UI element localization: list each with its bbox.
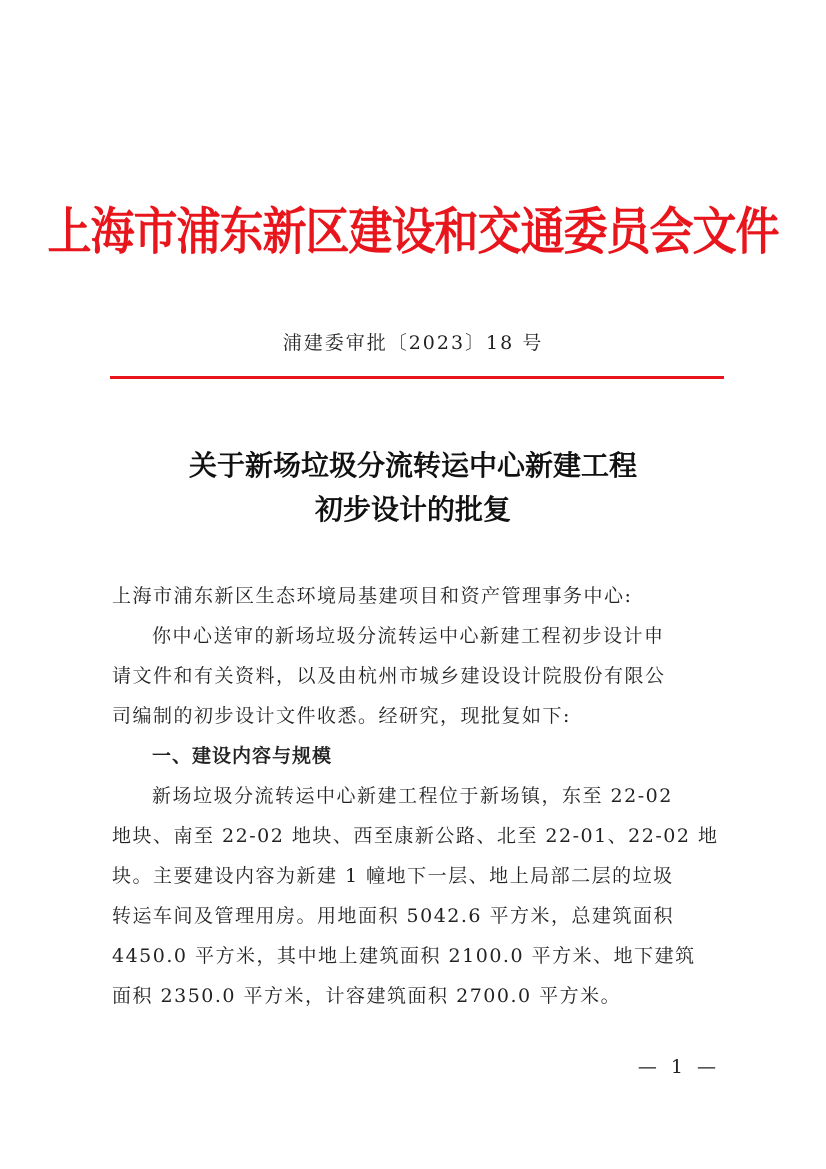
document-title-line-1: 关于新场垃圾分流转运中心新建工程 <box>188 449 637 482</box>
section-1-line-1: 新场垃圾分流转运中心新建工程位于新场镇，东至 22-02 <box>152 785 673 807</box>
document-title-line-2: 初步设计的批复 <box>314 493 511 526</box>
document-header-title: 上海市浦东新区建设和交通委员会文件 <box>47 202 779 262</box>
document-number: 浦建委审批〔2023〕18 号 <box>282 332 544 354</box>
red-divider-line <box>110 376 724 379</box>
section-1-line-5: 4450.0 平方米，其中地上建筑面积 2100.0 平方米、地下建筑 <box>112 945 696 967</box>
addressee: 上海市浦东新区生态环境局基建项目和资产管理事务中心: <box>112 585 633 607</box>
section-1-line-4: 转运车间及管理用房。用地面积 5042.6 平方米，总建筑面积 <box>112 905 675 927</box>
section-1-line-6: 面积 2350.0 平方米，计容建筑面积 2700.0 平方米。 <box>112 985 622 1007</box>
section-1-line-2: 地块、南至 22-02 地块、西至康新公路、北至 22-01、22-02 地 <box>112 825 719 847</box>
document-title <box>0 444 826 532</box>
document-body <box>112 576 724 1016</box>
section-1-line-3: 块。主要建设内容为新建 1 幢地下一层、地上局部二层的垃圾 <box>112 865 674 887</box>
paragraph-1-line-3: 司编制的初步设计文件收悉。经研究，现批复如下: <box>112 705 571 727</box>
section-1-heading: 一、建设内容与规模 <box>152 745 333 767</box>
paragraph-1-line-2: 请文件和有关资料，以及由杭州市城乡建设设计院股份有限公 <box>112 665 666 687</box>
paragraph-1-line-1: 你中心送审的新场垃圾分流转运中心新建工程初步设计申 <box>152 625 665 647</box>
page-number: — 1 — <box>637 1056 720 1078</box>
